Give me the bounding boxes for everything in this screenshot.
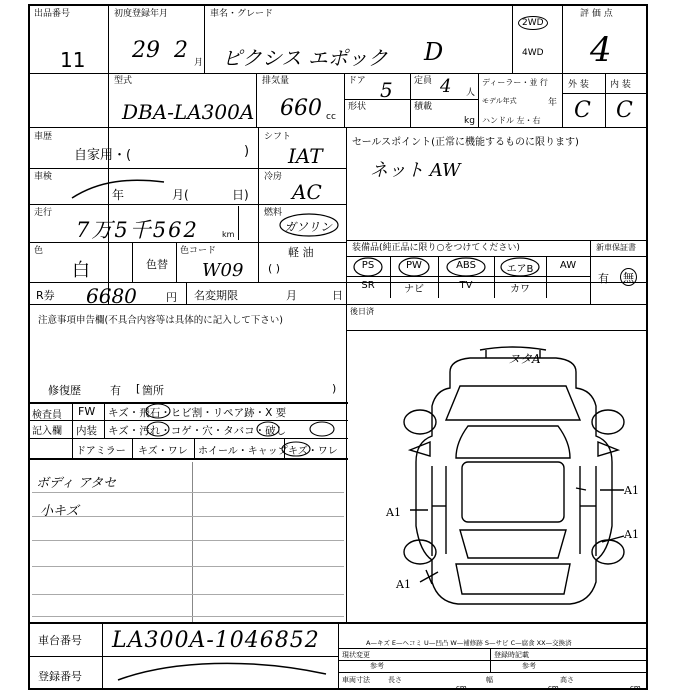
notes-label: 注意事項申告欄(不具合内容等は具体的に記入して下さい) <box>38 315 283 326</box>
interior-label: 内 装 <box>610 80 631 90</box>
place-paren: [ <box>136 382 141 395</box>
inspector-interior: 内装 <box>76 425 97 437</box>
inspection-label: 車検 <box>34 172 53 182</box>
shift-value: IAT <box>288 144 323 168</box>
length-label: 長さ <box>388 676 402 684</box>
inspector-mirror-damage: キズ・ワレ <box>138 446 188 457</box>
lot-label: 出品番号 <box>34 9 71 19</box>
inspector-fw-text: キズ・飛石・ヒビ割・リペア跡・X 要 <box>108 407 287 419</box>
equip-pw: PW <box>406 260 422 271</box>
shift-label: シフト <box>264 132 292 142</box>
displacement-value: 660 <box>280 96 322 121</box>
equip-aw: AW <box>559 260 577 271</box>
load-label: 積載 <box>414 102 433 112</box>
km-unit: km <box>222 230 235 239</box>
color-change-label: 色替 <box>146 258 168 271</box>
model-year-label: モデル年式 <box>482 97 517 105</box>
color-code-label: 色コード <box>180 246 217 256</box>
car-name-value: ピクシス エポック <box>222 46 388 70</box>
sales-point-value: ネット AW <box>370 160 461 181</box>
diagram-mark-right-top: A1 <box>624 484 639 497</box>
drive-2wd: 2WD <box>518 16 548 30</box>
fuel-alt: 軽 油 <box>288 246 314 259</box>
inspection-month: 月( <box>172 188 189 202</box>
equipment-label: 装備品(純正品に限り○をつけてください) <box>352 243 520 253</box>
warranty-yes: 有 <box>598 272 609 285</box>
model-label: 型式 <box>114 76 133 86</box>
handwritten-note-2: 小キズ <box>40 504 79 519</box>
history-value: 自家用・( <box>74 148 132 163</box>
lot-value: 11 <box>60 48 86 72</box>
shape-label: 形状 <box>348 102 367 112</box>
inspector-wheel: ホイール・キャップ <box>198 446 288 457</box>
drive-4wd: 4WD <box>522 48 544 58</box>
inspection-strike <box>70 176 166 204</box>
car-diagram <box>380 346 648 622</box>
width-cm: cm <box>548 684 559 692</box>
diagram-mark-bottom-left: A1 <box>396 578 411 591</box>
inspection-year: 年 <box>112 188 125 202</box>
door-value: 5 <box>380 78 393 102</box>
recycle-value: 6680 <box>86 284 137 308</box>
notes-close: ) <box>332 382 337 395</box>
equip-tv: TV <box>459 280 473 291</box>
fuel-label: 燃料 <box>264 208 283 218</box>
inspector-interior-text: キズ・汚れ・コゲ・穴・タバコ・破し <box>108 425 287 437</box>
height-cm: cm <box>630 684 641 692</box>
grade-value: D <box>424 38 444 66</box>
sales-point-label: セールスポイント(正常に機能するものに限ります) <box>352 137 579 148</box>
warranty-no: 無 <box>620 268 637 286</box>
inspector-door-mirror: ドアミラー <box>76 446 126 457</box>
inspector-label-2: 記入欄 <box>32 426 62 437</box>
pre-change-label: 現状変更 <box>342 651 370 659</box>
mileage-label: 走行 <box>34 208 53 218</box>
color-code-value: W09 <box>202 260 244 281</box>
place-label: 箇所 <box>142 384 164 397</box>
score-value: 4 <box>590 30 612 70</box>
damage-legend: A—キズ E—ヘコミ U—凹凸 W—補修跡 S—サビ C—腐食 XX—交換済 <box>366 639 572 647</box>
door-label: ドア <box>348 76 366 86</box>
kg-unit: kg <box>464 116 475 126</box>
ref2-label: 参考 <box>522 662 536 670</box>
interior-value: C <box>616 98 633 123</box>
year-unit: 年 <box>548 98 558 108</box>
color-label: 色 <box>34 246 44 256</box>
diagram-mark-left: A1 <box>386 506 401 519</box>
handle-label: ハンドル 左・右 <box>482 116 541 125</box>
month-unit: 月 <box>194 58 204 68</box>
history-close: ) <box>244 144 250 159</box>
ac-value: AC <box>292 180 322 204</box>
equip-leather: カワ <box>510 284 530 295</box>
displacement-label: 排気量 <box>262 76 290 86</box>
equip-circles <box>346 256 556 278</box>
name-grade-label: 車名・グレード <box>210 9 274 19</box>
ac-label: 冷房 <box>264 172 283 182</box>
yen-unit: 円 <box>166 291 177 304</box>
fuel-value: ガソリン <box>284 220 333 234</box>
height-label: 高さ <box>560 676 574 684</box>
handwritten-note-1: ボディ アタセ <box>36 476 117 491</box>
inspection-day: 日) <box>232 188 249 202</box>
equip-sr: SR <box>361 280 375 291</box>
new-warranty-label: 新車保証書 <box>596 243 636 252</box>
inspector-wheel-damage: キズ・ワレ <box>288 446 338 457</box>
repair-label: 修復歴 <box>48 384 81 397</box>
cc-unit: cc <box>326 112 336 122</box>
score-label: 評 価 点 <box>580 9 613 19</box>
equip-airbag: エアB <box>506 264 534 275</box>
width-label: 幅 <box>486 676 493 684</box>
equip-abs: ABS <box>456 260 476 271</box>
name-change-month: 月 <box>286 289 297 302</box>
diagram-mark-right-bottom: A1 <box>624 528 639 541</box>
color-value: 白 <box>72 260 90 281</box>
first-reg-month: 2 <box>174 38 188 63</box>
reg-pre-label: 登録時記載 <box>494 651 529 659</box>
size-label: 車両寸法 <box>342 676 370 684</box>
name-change-day: 日 <box>332 289 343 302</box>
length-cm: cm <box>456 684 467 692</box>
capacity-value: 4 <box>440 76 452 97</box>
dealer-label: ディーラー・並 行 <box>482 78 548 87</box>
exterior-value: C <box>574 98 591 123</box>
capacity-label: 定員 <box>414 76 433 86</box>
registration-strike <box>112 660 332 688</box>
fuel-paren: ( ) <box>268 262 281 275</box>
rear-seat-label: 後日済 <box>350 307 374 316</box>
inspector-circles <box>100 402 348 458</box>
recycle-label: R券 <box>36 289 55 302</box>
inspector-label-1: 検査員 <box>32 410 62 421</box>
equip-navi: ナビ <box>404 284 424 295</box>
model-value: DBA-LA300A <box>122 100 255 124</box>
fuel-circle <box>278 212 340 238</box>
inspector-fw: FW <box>78 405 96 418</box>
exterior-label: 外 装 <box>568 80 589 90</box>
first-reg-label: 初度登録年月 <box>114 9 169 19</box>
first-reg-year: 29 <box>132 38 160 63</box>
chassis-value: LA300A-1046852 <box>112 628 320 653</box>
registration-label: 登録番号 <box>38 670 82 683</box>
ref-label: 参考 <box>370 662 384 670</box>
equip-ps: PS <box>361 260 375 271</box>
chassis-label: 車台番号 <box>38 634 82 647</box>
repair-value: 有 <box>110 384 121 397</box>
name-change-label: 名変期限 <box>194 289 238 302</box>
mileage-value: 7万5千562 <box>76 218 199 242</box>
diagram-top-note: ヌタA <box>508 352 541 366</box>
history-label: 車歴 <box>34 132 53 142</box>
person-unit: 人 <box>466 88 476 98</box>
